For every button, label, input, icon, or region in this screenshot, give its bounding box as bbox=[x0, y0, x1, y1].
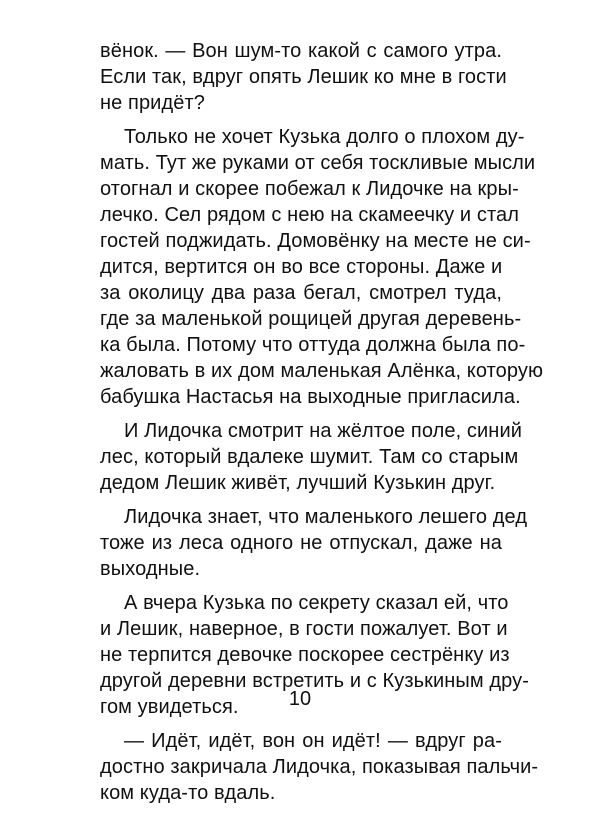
text-line: И Лидочка смотрит на жёлтое поле, синий bbox=[124, 420, 522, 442]
text-line: за околицу два раза бегал, смотрел туда, bbox=[100, 282, 502, 304]
text-line: Если так, вдруг опять Лешик ко мне в гости bbox=[100, 66, 507, 88]
text-line: достно закричала Лидочка, показывая пальчи- bbox=[100, 756, 539, 778]
text-line: мать. Тут же руками от себя тоскливые мысли bbox=[100, 152, 536, 174]
text-line: — Идёт, идёт, вон он идёт! — вдруг ра- bbox=[124, 730, 502, 752]
text-line: где за маленькой рощицей другая деревень- bbox=[100, 308, 522, 330]
text-line: гом увидеться. bbox=[100, 696, 239, 718]
text-line: и Лешик, наверное, в гости пожалует. Вот и bbox=[100, 618, 508, 640]
text-line: Только не хочет Кузька долго о плохом ду- bbox=[124, 126, 525, 148]
text-line: бабушка Настасья на выходные пригласила. bbox=[100, 386, 521, 408]
text-line: жаловать в их дом маленькая Алёнка, которую bbox=[100, 360, 544, 382]
text-line: А вчера Кузька по секрету сказал ей, что bbox=[124, 592, 509, 614]
paragraph bbox=[100, 504, 528, 582]
text-line: дедом Лешик живёт, лучший Кузькин друг. bbox=[100, 472, 496, 494]
text-line: ка была. Потому что оттуда должна была по- bbox=[100, 334, 526, 356]
paragraph bbox=[100, 418, 522, 496]
text-line: ком куда-то вдаль. bbox=[100, 782, 276, 804]
text-line: выходные. bbox=[100, 558, 201, 580]
text-line: гостей поджидать. Домовёнку на месте не си- bbox=[100, 230, 531, 252]
page-number: 10 bbox=[288, 688, 312, 710]
text-line: лечко. Сел рядом с нею на скамеечку и стал bbox=[100, 204, 519, 226]
text-line: лес, который вдалеке шумит. Там со старым bbox=[100, 446, 519, 468]
text-line: не придёт? bbox=[100, 92, 205, 114]
text-line: вёнок. — Вон шум-то какой с самого утра. bbox=[100, 40, 502, 62]
text-line: отогнал и скорее побежал к Лидочке на кры- bbox=[100, 178, 519, 200]
text-line: тоже из леса одного не отпускал, даже на bbox=[100, 532, 502, 554]
paragraph bbox=[100, 124, 544, 410]
text-line: Лидочка знает, что маленького лешего дед bbox=[124, 506, 528, 528]
paragraph bbox=[100, 728, 539, 806]
text-line: не терпится девочке поскорее сестрёнку из bbox=[100, 644, 510, 666]
text-line: дится, вертится он во все стороны. Даже и bbox=[100, 256, 503, 278]
text-line: другой деревни встретить и с Кузькиным дру- bbox=[100, 670, 530, 692]
paragraph bbox=[100, 38, 507, 116]
